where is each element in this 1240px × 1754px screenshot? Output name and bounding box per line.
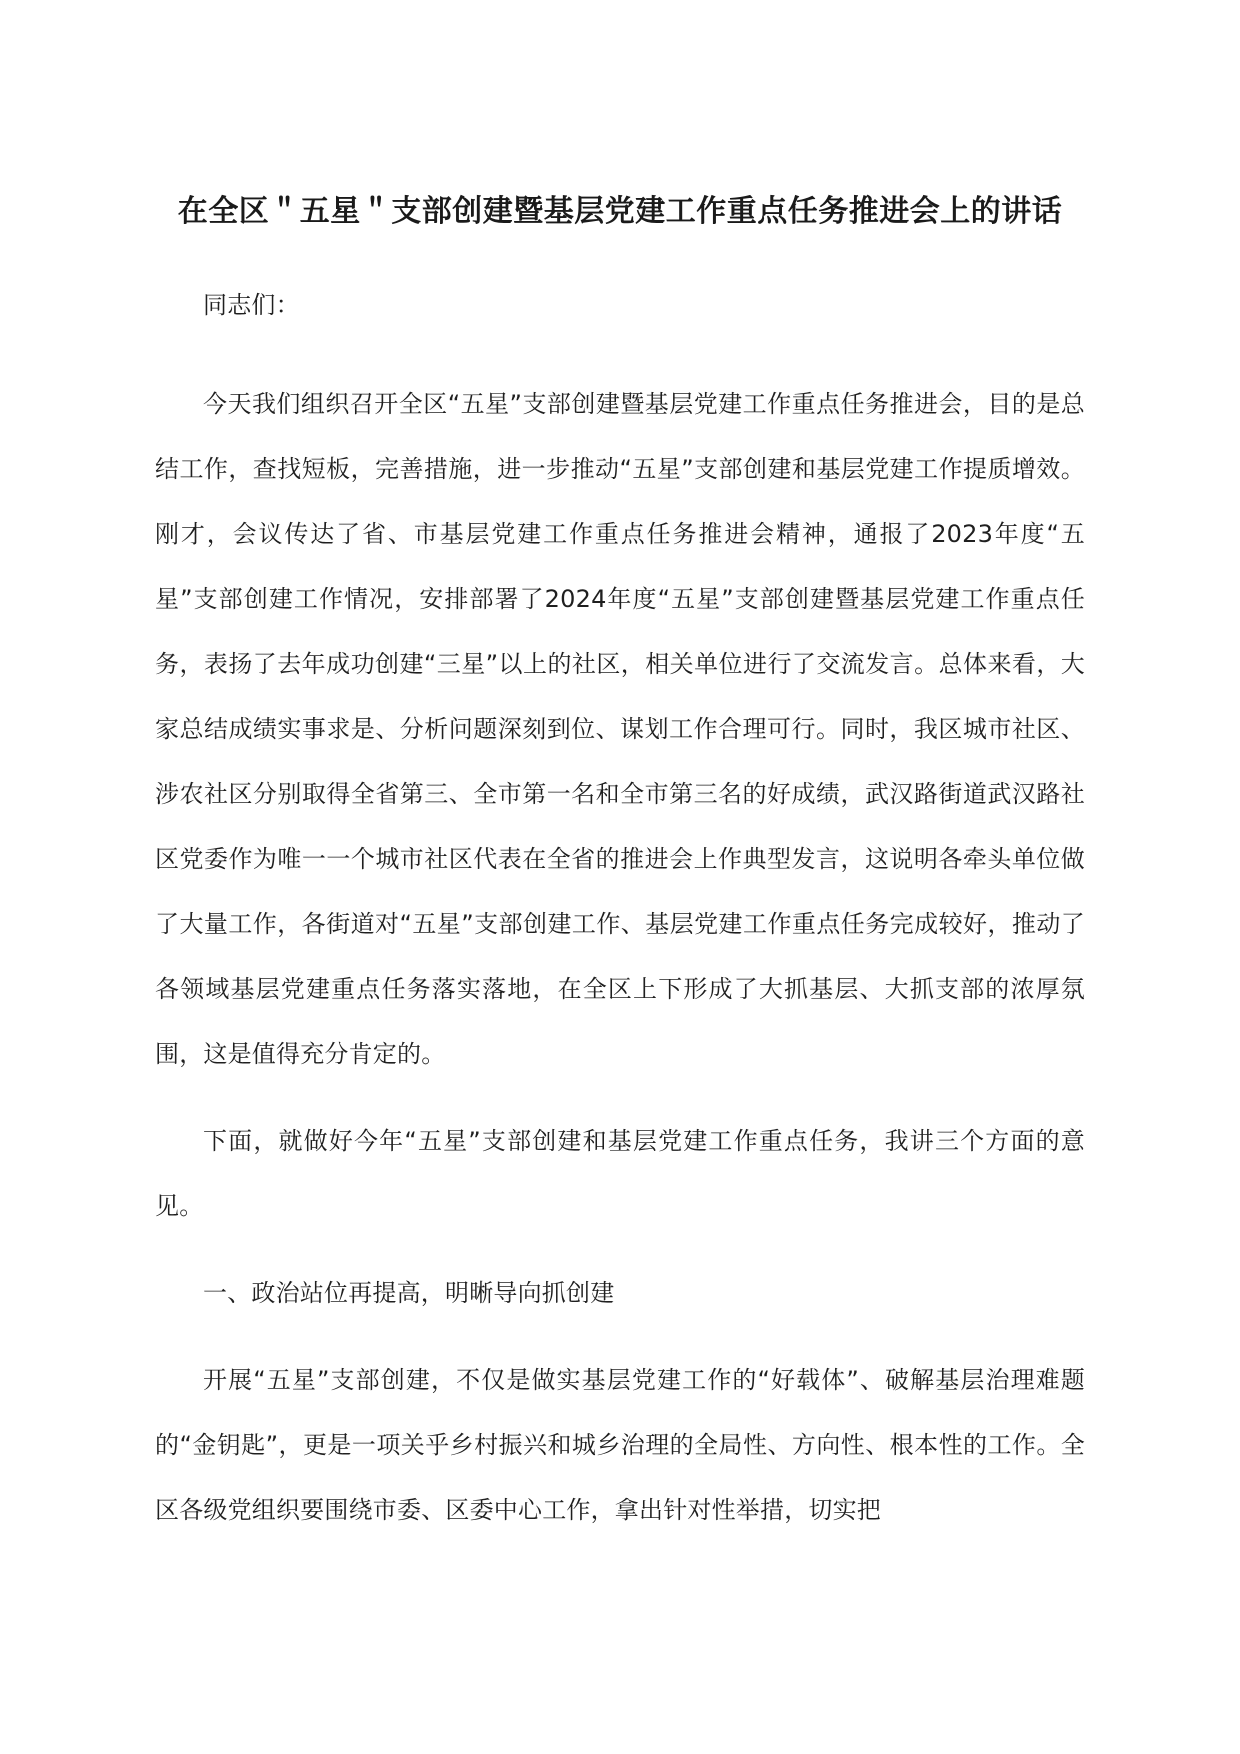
paragraph-section-1: 开展“五星”支部创建，不仅是做实基层党建工作的“好载体”、破解基层治理难题的“金钥匙”，更是一项关乎乡村振兴和城乡治理的全局性、方向性、根本性的工作。全区各级党组织要围绕市委、区委中心工作，拿出针对性举措，切实把 <box>155 1366 1085 1524</box>
paragraph-intro: 今天我们组织召开全区“五星”支部创建暨基层党建工作重点任务推进会，目的是总结工作，查找短板，完善措施，进一步推动“五星”支部创建和基层党建工作提质增效。刚才，会议传达了省、市基层党建工作重点任务推进会精神，通报了2023年度“五星”支部创建工作情况，安排部署了2024年度“五星”支部创建暨基层党建工作重点任务，表扬了去年成功创建“三星”以上的社区，相关单位进行了交流发言。总体来看，大家总结成绩实事求是、分析问题深刻到位、谋划工作合理可行。同时，我区城市社区、涉农社区分别取得全省第三、全市第一名和全市第三名的好成绩，武汉路街道武汉路社区党委作为唯一一个城市社区代表在全省的推进会上作典型发言，这说明各牵头单位做了大量工作，各街道对“五星”支部创建工作、基层党建工作重点任务完成较好，推动了各领域基层党建重点任务落实落地，在全区上下形成了大抓基层、大抓支部的浓厚氛围，这是值得充分肯定的。 <box>155 390 1085 1068</box>
salutation: 同志们： <box>203 291 300 319</box>
section-heading-1: 一、政治站位再提高，明晰导向抓创建 <box>203 1279 615 1307</box>
paragraph-outline: 下面，就做好今年“五星”支部创建和基层党建工作重点任务，我讲三个方面的意见。 <box>155 1127 1085 1220</box>
document-body <box>155 273 1085 1565</box>
document-title: 在全区＂五星＂支部创建暨基层党建工作重点任务推进会上的讲话 <box>177 194 1063 229</box>
